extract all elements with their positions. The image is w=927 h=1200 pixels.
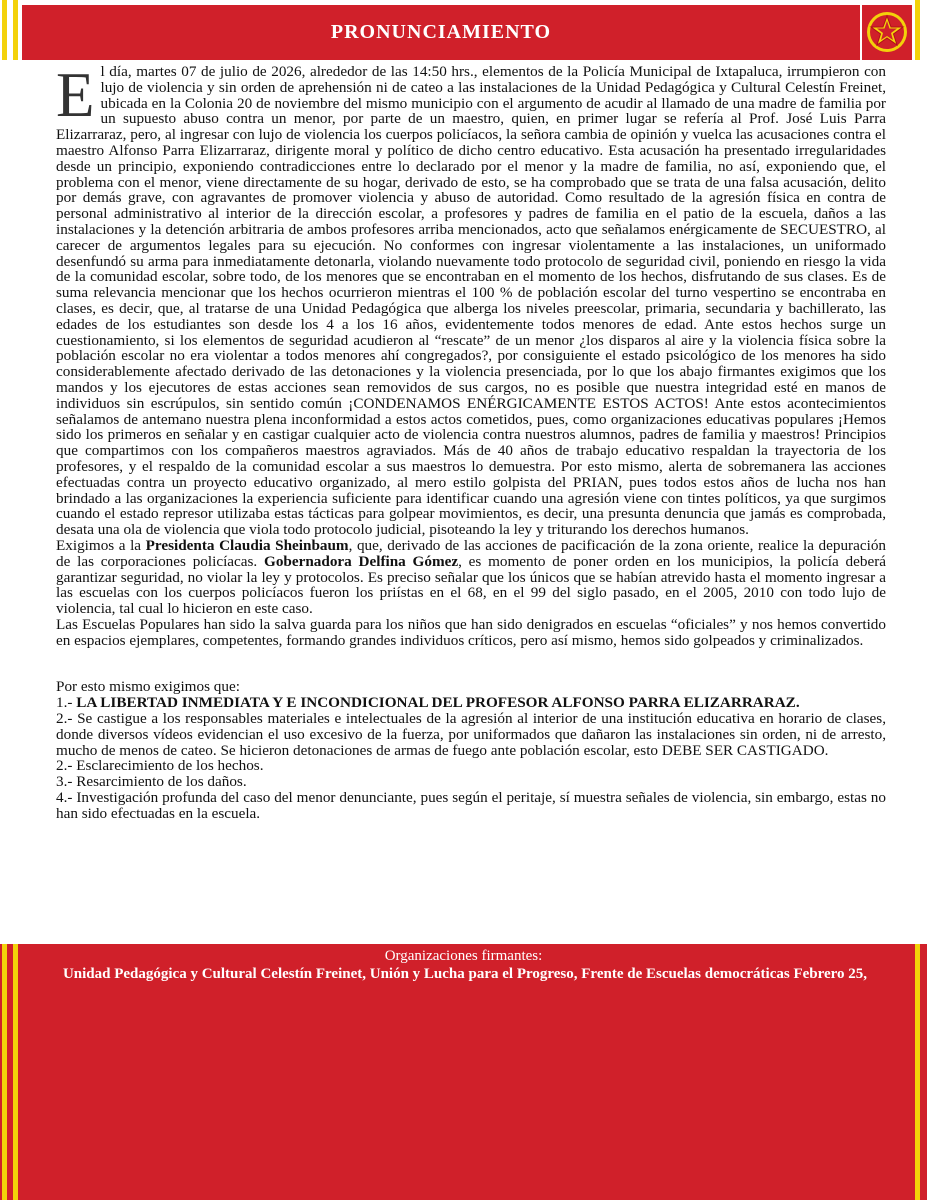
emblem: [862, 5, 912, 60]
spacer: [56, 648, 886, 679]
paragraph-2-text-a: Exigimos a la: [56, 536, 146, 554]
demand-3: 2.- Esclarecimiento de los hechos.: [56, 757, 264, 775]
header: [0, 0, 927, 60]
paragraph-3: Las Escuelas Populares han sido la salva guarda para los niños que han sido denigrados en escuelas “oficiales” y nos hemos convertido en espacios ejemplares, competentes, formando grandes individuos críticos, pero así mismo, hemos sido golpeados y criminalizados.: [56, 615, 886, 649]
page-title: PRONUNCIAMIENTO: [330, 21, 552, 43]
president-name: Presidenta Claudia Sheinbaum: [145, 536, 349, 554]
paragraph-1-text: l día, martes 07 de julio de 2026, alrededor de las 14:50 hrs., elementos de la Policía Municipal de Ixtapaluca, irrumpieron con lujo de violencia y sin orden de aprehensión ni de cateo a las instalaciones de la Unidad Pedagógica y Cultural Celestín Freinet, ubicada en la Colonia 20 de noviembre del mismo municipio con el argumento de acudir al llamado de una madre de familia por un supuesto abuso contra un menor, por parte de un maestro, quien, en primer lugar se refería al Prof. José Luis Parra Elizarraraz, pero, al ingresar con lujo de violencia los cuerpos policíacos, la señora cambia de opinión y vuelca las acusaciones contra el maestro Alfonso Parra Elizarraraz, dirigente moral y político de dicho centro educativo. Esta acusación ha presentado irregularidades desde un principio, exponiendo contradicciones entre lo declarado por el menor y la madre de familia, no así, exponiendo que, el problema con el menor, viene directamente de su hogar, derivado de esto, se ha comprobado que se trata de una falsa acusación, delito por demás grave, con agravantes de promover violencia y abuso de autoridad. Como resultado de la agresión física en contra de personal administrativo al interior de la dirección escolar, a profesores y padres de familia en el patio de la escuela, daños a las instalaciones y la detención arbitraria de ambos profesores arriba mencionados, acto que señalamos enérgicamente de SECUESTRO, al carecer de argumentos legales para su ejecución. No conformes con ingresar violentamente a las instalaciones, un uniformado desenfundó su arma para inmediatamente detonarla, violando nuevamente todo protocolo de seguridad civil, poniendo en riesgo la vida de la comunidad escolar, sobre todo, de los menores que se encontraban en el momento de los hechos, disfrutando de sus clases. Es de suma relevancia mencionar que los hechos ocurrieron mientras el 100 % de población escolar del turno vespertino se encontraba en clases, es decir, que, al tratarse de una Unidad Pedagógica que alberga los niveles preescolar, primaria, secundaria y bachillerato, las edades de los estudiantes son desde los 4 a los 16 años, evidentemente todos menores de edad. Ante estos hechos surge un cuestionamiento, si los elementos de seguridad acudieron al “rescate” de un menor ¿los disparos al aire y la violencia física sobre la población escolar no era violentar a todos menores ahí congregados?, por consiguiente el estado psicológico de los menores ha sido considerablemente afectado derivado de las detonaciones y la violencia presenciada, por lo que los abajo firmantes exigimos que los mandos y los ejecutores de estas acciones sean removidos de sus cargos, no es posible que nuestra integridad esté en manos de individuos sin escrúpulos, sin sentido común ¡CONDENAMOS ENÉRGICAMENTE ESTOS ACTOS! Ante estos acontecimientos señalamos de antemano nuestra plena inconformidad a estos actos cometidos, pues, como organizaciones educativas populares ¡Hemos sido los primeros en señalar y en castigar cualquier acto de violencia contra nuestros alumnos, padres de familia y maestros! Principios que compartimos con los compañeros maestros agraviados. Más de 40 años de trabajo educativo respaldan la trayectoria de los profesores, y el respaldo de la comunidad escolar a sus maestros lo demuestra. Por esto mismo, alerta de sobremanera las acciones efectuadas contra un proyecto educativo organizado, al mero estilo golpista del PRIAN, pues todos estos años de lucha nos han brindado a las organizaciones la experiencia suficiente para identificar cuando una agresión viene con tintes políticos, ya que surgimos cuando el estado represor utilizaba estas tácticas para golpear movimientos, es decir, una presunta denuncia que jamás es comprobada, desata una ola de violencia que viola todo protocolo judicial, pisoteando la ley y triturando los derechos humanos.: [56, 63, 886, 539]
demand-1-number: 1.-: [56, 694, 77, 712]
footer-left-stripe-outer: [2, 944, 7, 1200]
demand-1: [56, 695, 886, 711]
governor-name: Gobernadora Delfina Gómez: [264, 552, 459, 570]
statement-body: [56, 60, 887, 822]
demand-2: 2.- Se castigue a los responsables materiales e intelectuales de la agresión al interior de una institución educativa en horario de clases, donde diversos vídeos evidencian el uso excesivo de la fuerza, por uniformados que dañaron las instalaciones sin orden, ni de arresto, mucho de menos de cateo. Se hicieron detonaciones de armas de fuego ante población escolar, esto DEBE SER CASTIGADO.: [56, 710, 886, 759]
demand-1-text: LA LIBERTAD INMEDIATA Y E INCONDICIONAL DEL PROFESOR ALFONSO PARRA ELIZARRARAZ.: [76, 694, 800, 712]
drop-cap: E: [56, 60, 95, 130]
red-star-emblem-icon: [865, 10, 909, 54]
demand-5: 4.- Investigación profunda del caso del menor denunciante, pues según el peritaje, sí muestra señales de violencia, sin embargo, estas no han sido efectuadas en la escuela.: [56, 789, 886, 822]
footer-left-stripe-inner: [13, 944, 18, 1200]
paragraph-2-text-c: , que, derivado de las acciones de pacificación de la zona oriente, realice la depuración de las corporaciones policíacas.: [56, 536, 887, 570]
footer-right-stripe: [915, 944, 920, 1200]
paragraph-2: [56, 538, 886, 617]
demand-4: 3.- Resarcimiento de los daños.: [56, 773, 247, 791]
signatories-list: Unidad Pedagógica y Cultural Celestín Freinet, Unión y Lucha para el Progreso, Frente de Escuelas democráticas Febrero 25,: [62, 966, 868, 982]
paragraph-1: [56, 60, 886, 539]
demands-intro: Por esto mismo exigimos que:: [56, 678, 240, 696]
paragraph-2-text-e: , es momento de poner orden en los municipios, la policía deberá garantizar seguridad, no violar la ley y protocolos. Es preciso señalar que los únicos que se habían atrevido hasta el momento ingresar a las escuelas con los cuerpos policíacos fueron los priístas en el 68, en el 99 del siglo pasado, en el 2005, 2010 con todo lujo de violencia, tal cual lo hicieron en este caso.: [56, 552, 887, 618]
signatories-heading: Organizaciones firmantes:: [384, 948, 543, 964]
